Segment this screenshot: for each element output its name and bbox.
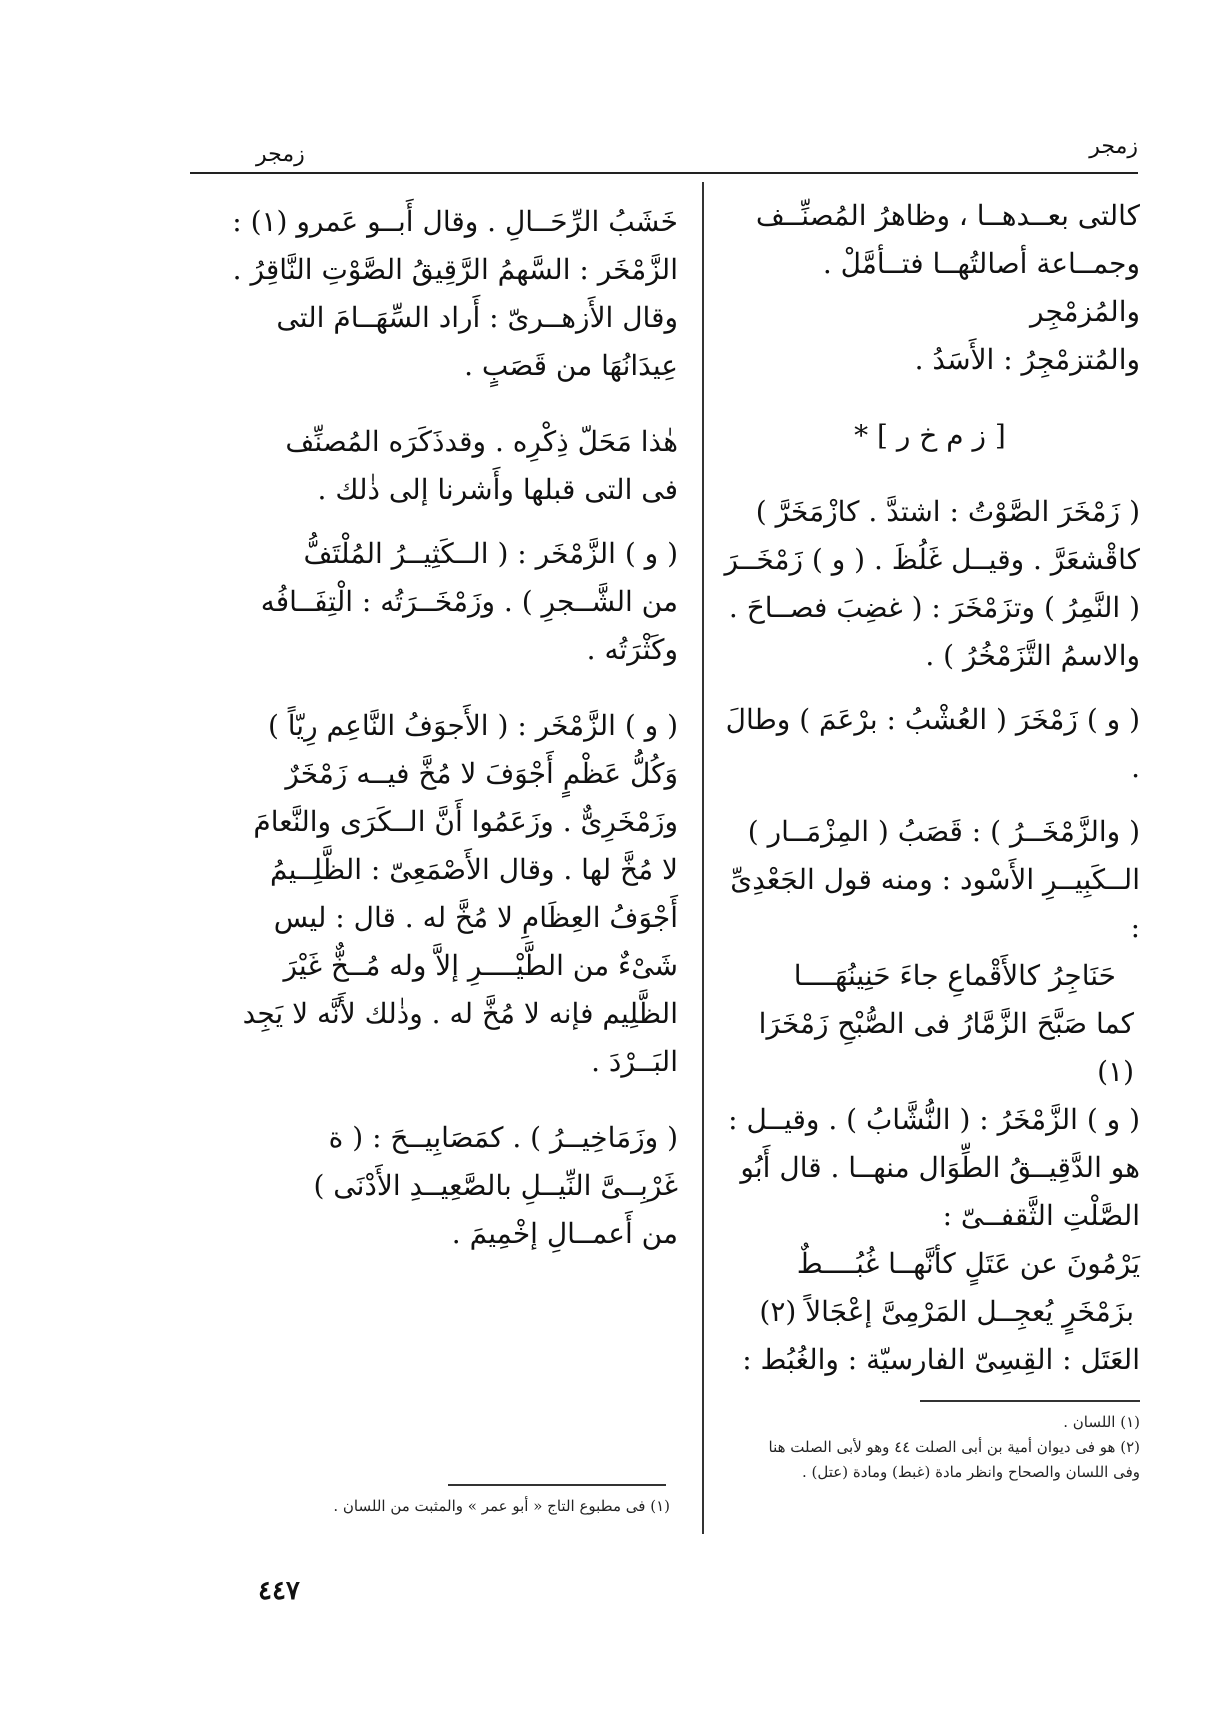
text-line: من أَعمــالِ إخْمِيمَ . — [451, 1217, 678, 1250]
left-column — [204, 198, 678, 1258]
verse-line: حَنَاجِرُ كالأَقْماعِ جاءَ حَنِينُهَــــا — [793, 959, 1116, 992]
text-line: وَكُلُّ عَظْمٍ أَجْوَفَ لا مُخَّ فيــه زَمْخَرٌ — [285, 757, 678, 790]
header-keyword-right: زمجر — [1089, 134, 1138, 159]
footnote: (٢) هو فى ديوان أمية بن أبى الصلت ٤٤ وهو لأبى الصلت هنا وفى اللسان والصحاح وانظر مادة (غبط) ومادة (عتل) . — [768, 1438, 1140, 1481]
verse-line: كما صَبَّحَ الزَّمَّارُ فى الصُّبْحِ زَمْخَرَا (١) — [758, 1007, 1134, 1088]
column-divider — [702, 182, 704, 1534]
running-header — [190, 128, 1138, 168]
text-line: ( و ) زَمْخَرَ ( العُشْبُ : برْعَمَ ) وطالَ . — [725, 703, 1140, 784]
verse-line: بزَمْخَرٍ يُعجِــل المَرْمِىَّ إعْجَالاً (٢) — [759, 1295, 1134, 1328]
entry-heading: [ ز م خ ر ] * — [854, 419, 1006, 452]
verse-line: يَرْمُونَ عن عَتَلٍ كأنَّهــا غُبُــــطٌ — [796, 1247, 1140, 1280]
text-line: وكَثْرَتُه . — [586, 633, 678, 666]
text-line: ( النَّمِرُ ) وتزَمْخَرَ : ( غضِبَ فصــاحَ . — [728, 591, 1140, 624]
text-line: والمُتزمْجِرُ : الأَسَدُ . — [914, 343, 1140, 376]
text-line: ( و ) الزَّمْخَر : ( الــكَثِيــرُ المُلْتَفُّ — [303, 537, 678, 570]
text-line: الظَّلِيم فإنه لا مُخَّ له . وذٰلك لأَنَّه لا يَجِد — [242, 997, 678, 1030]
text-line: هٰذا مَحَلّ ذِكْرِه . وقدذَكَرَه المُصنِّف — [285, 425, 678, 458]
text-line: من الشَّــجرِ ) . وزَمْخَــرَتُه : الْتِفَــافُه — [260, 585, 678, 618]
text-line: فى التى قبلها وأَشرنا إلى ذٰلك . — [317, 473, 678, 506]
text-line: الصَّلْتِ الثَّقفــىّ : — [942, 1199, 1140, 1232]
page-number: ٤٤٧ — [258, 1576, 300, 1606]
header-keyword-left: زمجر — [256, 142, 305, 167]
footnotes-left — [250, 1494, 670, 1519]
text-line: لا مُخَّ لها . وقال الأَصْمَعِىّ : الظَّلِــيمُ — [269, 853, 678, 886]
text-line: والاسمُ التَّزَمْخُرُ ) . — [925, 639, 1140, 672]
footnote-rule-left — [448, 1484, 666, 1486]
text-line: غَرْبِــىَّ النِّيــلِ بالصَّعِيــدِ الأَدْنَى ) — [313, 1169, 678, 1202]
text-line: وجمــاعة أصالتُهــا فتــأمَّلْ . والمُزمْجِر — [822, 247, 1140, 328]
text-line: كالتى بعــدهــا ، وظاهرُ المُصنِّــف — [755, 199, 1140, 232]
footnote-rule-right — [920, 1400, 1140, 1402]
text-line: الــكَبِيــرِ الأَسْود : ومنه قول الجَعْدِىِّ : — [730, 863, 1140, 944]
text-line: وزَمْخَرِىٌّ . وزَعَمُوا أَنَّ الــكَرَى والنَّعامَ — [253, 805, 678, 838]
footnote: (١) فى مطبوع التاج « أبو عمر » والمثبت من اللسان . — [333, 1497, 670, 1515]
text-line: ( و ) الزَّمْخَر : ( الأَجوَفُ النَّاعِم رِيّاً ) — [267, 709, 678, 742]
text-line: ( و ) الزَّمْخَرُ : ( النُّشَّابُ ) . وقيــل : — [728, 1103, 1140, 1136]
text-line: أَجْوَفُ العِظَامِ لا مُخَّ له . قال : ليس — [273, 901, 678, 934]
text-line: ( وزَمَاخِيــرُ ) . كمَصَابِيــحَ : ( ة — [328, 1121, 678, 1154]
text-line: ( زَمْخَرَ الصَّوْتُ : اشتدَّ . كازْمَخَرَّ ) — [755, 495, 1140, 528]
footnotes-right — [740, 1410, 1140, 1485]
text-line: شَىْءٌ من الطَّيْــــرِ إلاَّ وله مُــخٌّ غَيْرَ — [283, 949, 678, 982]
text-line: وقال الأَزهــرىّ : أَراد السِّهَــامَ التى — [276, 301, 678, 334]
text-line: العَتَل : القِسِىّ الفارسيّة : والغُبُط : — [742, 1343, 1140, 1376]
text-line: البَــرْدَ . — [591, 1045, 678, 1078]
text-line: خَشَبُ الرِّحَــالِ . وقال أَبــو عَمرو (١) : — [232, 205, 678, 238]
text-line: الزَّمْخَر : السَّهمُ الرَّقِيقُ الصَّوْتِ النَّاقِرُ . — [232, 253, 678, 286]
text-line: هو الدَّقِيــقُ الطِّوَال منهــا . قال أَبُو — [740, 1151, 1140, 1184]
header-rule — [190, 172, 1138, 174]
right-column — [720, 192, 1140, 1384]
text-line: عِيدَانُهَا من قَصَبٍ . — [464, 349, 678, 382]
text-line: كاقْشعَرَّ . وقيــل غَلُظَ . ( و ) زَمْخَــرَ — [724, 543, 1140, 576]
footnote: (١) اللسان . — [1063, 1413, 1140, 1431]
text-line: ( والزَّمْخَــرُ ) : قَصَبُ ( المِزْمَــار ) — [747, 815, 1140, 848]
